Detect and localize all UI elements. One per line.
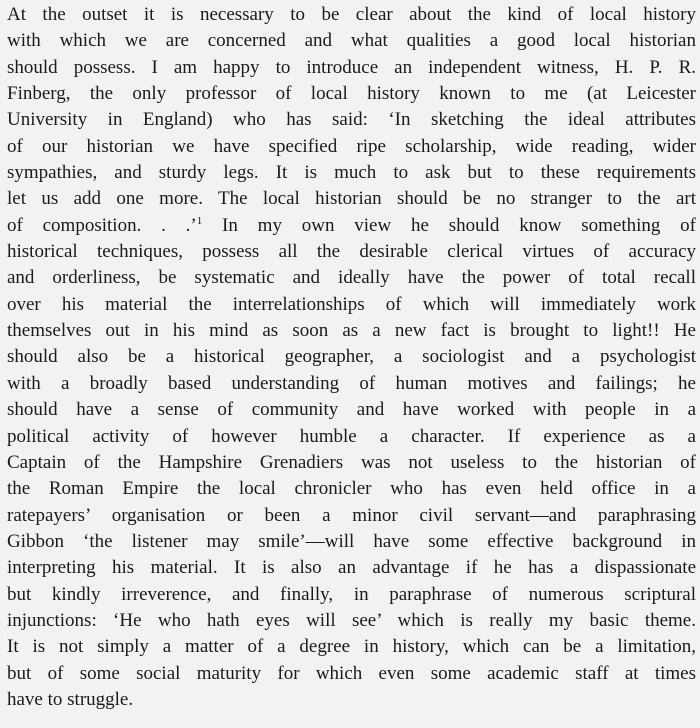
quote-end-text: of composition. . .’ — [7, 214, 197, 236]
text-line-8: let us add one more. The local historian should be no stranger to the art — [7, 188, 696, 210]
text-line-18: Captain of the Hampshire Grenadiers was not useless to the historian of — [7, 451, 696, 473]
text-line-11: and orderliness, be systematic and ideally have the power of total recall — [7, 267, 696, 289]
text-line-20: ratepayers’ organisation or been a minor civil servant—and paraphrasing — [7, 504, 696, 526]
text-line-4: Finberg, the only professor of local history known to me (at Leicester — [7, 83, 696, 105]
text-line-12: over his material the interrelationships of which will immediately work — [7, 293, 696, 315]
text-line-6: of our historian we have specified ripe scholarship, wide reading, wider — [7, 135, 696, 157]
text-line-9 — [7, 213, 696, 239]
text-line-19: the Roman Empire the local chronicler who has even held office in a — [7, 478, 696, 500]
text-line-2: with which we are concerned and what qualities a good local historian — [7, 30, 696, 52]
text-line-5: University in England) who has said: ‘In sketching the ideal attributes — [7, 109, 696, 131]
text-line-3: should possess. I am happy to introduce an independent witness, H. P. R. — [7, 56, 696, 78]
footnote-reference[interactable]: 1 — [196, 214, 203, 227]
line-9-continuation: In my own view he should know something of — [202, 214, 696, 236]
text-line-16: should have a sense of community and have worked with people in a — [7, 399, 696, 421]
text-line-23: but kindly irreverence, and finally, in paraphrase of numerous scriptural — [7, 583, 696, 605]
text-line-22: interpreting his material. It is also an advantage if he has a dispassionate — [7, 557, 696, 579]
text-line-13: themselves out in his mind as soon as a new fact is brought to light!! He — [7, 320, 696, 342]
body-paragraph — [7, 2, 700, 713]
text-line-24: injunctions: ‘He who hath eyes will see’ which is really my basic theme. — [7, 609, 696, 631]
text-line-21: Gibbon ‘the listener may smile’—will have some effective background in — [7, 530, 696, 552]
text-line-27: have to struggle. — [7, 688, 134, 710]
text-line-15: with a broadly based understanding of human motives and failings; he — [7, 372, 696, 394]
text-line-14: should also be a historical geographer, a sociologist and a psychologist — [7, 346, 696, 368]
text-line-1: At the outset it is necessary to be clear about the kind of local history — [7, 4, 696, 25]
text-line-7: sympathies, and sturdy legs. It is much to ask but to these requirements — [7, 162, 696, 184]
text-line-26: but of some social maturity for which even some academic staff at times — [7, 662, 696, 684]
text-line-10: historical techniques, possess all the desirable clerical virtues of accuracy — [7, 241, 696, 263]
text-line-17: political activity of however humble a character. If experience as a — [7, 425, 696, 447]
text-line-25: It is not simply a matter of a degree in history, which can be a limitation, — [7, 636, 696, 658]
